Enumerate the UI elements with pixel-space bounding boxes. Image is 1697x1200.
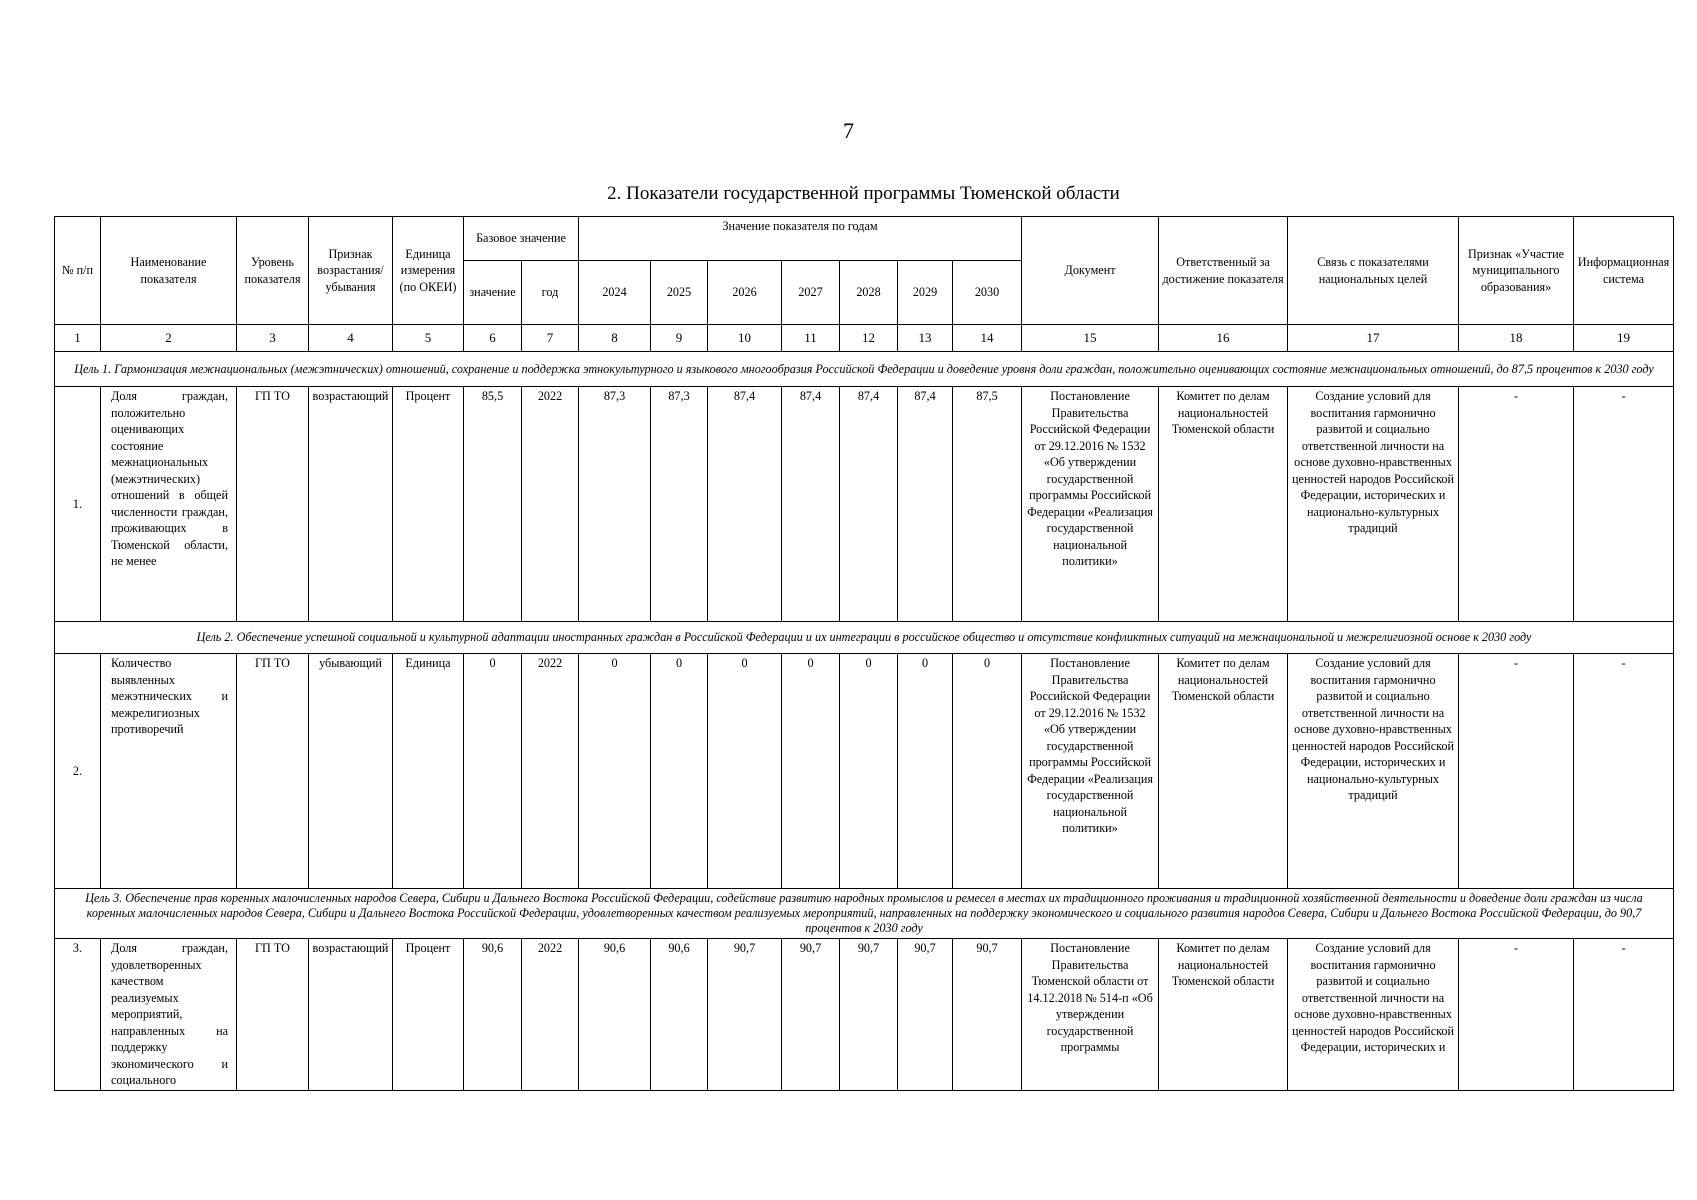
indicator-name: Доля граждан, положительно оценивающих состояние межнациональных (межэтнических) отношений в общей численности граждан, проживающих в Тюменской области, не менее [101,387,237,622]
year-value: 0 [898,654,953,889]
indicator-document: Постановление Правительства Российской Федерации от 29.12.2016 № 1532 «Об утверждении государственной программы Российской Федерации «Реализация государственной национальной политики» [1022,387,1159,622]
indicator-national-goal-link: Создание условий для воспитания гармонично развитой и социально ответственной личности на основе духовно-нравственных ценностей народов Российской Федерации, исторических и национально-культурных традиций [1288,387,1459,622]
indicator-trend: возрастающий [309,939,393,1091]
column-numbers-row [55,325,1674,352]
header-by-years: Значение показателя по годам [579,217,1022,261]
year-value: 87,4 [840,387,898,622]
indicator-national-goal-link: Создание условий для воспитания гармонично развитой и социально ответственной личности на основе духовно-нравственных ценностей народов Российской Федерации, исторических и национально-культурных традиций [1288,654,1459,889]
header-year: 2029 [898,261,953,325]
page-number: 7 [843,118,854,143]
header-year: 2026 [708,261,782,325]
indicator-unit: Единица [393,654,464,889]
year-value: 90,7 [840,939,898,1091]
indicators-table [54,216,1674,1091]
header-row-1 [55,217,1674,261]
goal-row-3 [55,889,1674,939]
indicator-municipal: - [1459,939,1574,1091]
column-number: 14 [953,325,1022,352]
column-number: 17 [1288,325,1459,352]
indicator-info-system: - [1574,939,1674,1091]
column-number: 13 [898,325,953,352]
indicator-responsible: Комитет по делам национальностей Тюменской области [1159,387,1288,622]
header-year: 2027 [782,261,840,325]
year-value: 0 [708,654,782,889]
row-number: 2. [55,654,101,889]
header-year: 2030 [953,261,1022,325]
header-year: 2024 [579,261,651,325]
indicator-responsible: Комитет по делам национальностей Тюменской области [1159,939,1288,1091]
goal-row-2 [55,622,1674,654]
year-value: 87,4 [708,387,782,622]
indicator-row-1 [55,387,1674,622]
row-number: 3. [55,939,101,1091]
base-value: 0 [464,654,522,889]
column-number: 16 [1159,325,1288,352]
header-base-year: год [522,261,579,325]
year-value: 87,3 [651,387,708,622]
goal-text: Цель 1. Гармонизация межнациональных (межэтнических) отношений, сохранение и поддержка этнокультурного и языкового многообразия Российской Федерации и доведение уровня доли граждан, положительно оценивающих состояние межнациональных отношений, до 87,5 процентов к 2030 году [55,352,1674,387]
base-value: 85,5 [464,387,522,622]
base-value: 90,6 [464,939,522,1091]
header-num: № п/п [55,217,101,325]
header-trend: Признак возрастания/ убывания [309,217,393,325]
indicator-national-goal-link: Создание условий для воспитания гармонично развитой и социально ответственной личности на основе духовно-нравственных ценностей народов Российской Федерации, исторических и [1288,939,1459,1091]
column-number: 8 [579,325,651,352]
goal-row-1 [55,352,1674,387]
year-value: 87,4 [782,387,840,622]
year-value: 0 [651,654,708,889]
column-number: 7 [522,325,579,352]
header-name: Наименование показателя [101,217,237,325]
year-value: 0 [782,654,840,889]
header-base: Базовое значение [464,217,579,261]
column-number: 4 [309,325,393,352]
indicator-level: ГП ТО [237,939,309,1091]
indicator-trend: возрастающий [309,387,393,622]
indicator-info-system: - [1574,387,1674,622]
column-number: 9 [651,325,708,352]
header-municipal: Признак «Участие муниципального образования» [1459,217,1574,325]
base-year: 2022 [522,387,579,622]
column-number: 12 [840,325,898,352]
header-year: 2028 [840,261,898,325]
goal-text: Цель 3. Обеспечение прав коренных малочисленных народов Севера, Сибири и Дальнего Востока Российской Федерации, содействие развитию народных промыслов и ремесел в местах их традиционного проживания и традиционной хозяйственной деятельности и доведение доли граждан из числа коренных малочисленных народов Севера, Сибири и Дальнего Востока Российской Федерации, удовлетворенных качеством реализуемых мероприятий, направленных на поддержку экономического и социального развития народов Севера, Сибири и Дальнего Востока Российской Федерации, до 90,7 процентов к 2030 году [55,889,1674,939]
column-number: 3 [237,325,309,352]
indicator-unit: Процент [393,387,464,622]
base-year: 2022 [522,654,579,889]
indicator-document: Постановление Правительства Тюменской области от 14.12.2018 № 514-п «Об утверждении государственной программы [1022,939,1159,1091]
year-value: 0 [579,654,651,889]
column-number: 11 [782,325,840,352]
year-value: 0 [953,654,1022,889]
indicator-municipal: - [1459,654,1574,889]
row-number: 1. [55,387,101,622]
indicator-name: Количество выявленных межэтнических и межрелигиозных противоречий [101,654,237,889]
header-document: Документ [1022,217,1159,325]
header-link: Связь с показателями национальных целей [1288,217,1459,325]
year-value: 87,5 [953,387,1022,622]
year-value: 90,7 [898,939,953,1091]
column-number: 15 [1022,325,1159,352]
column-number: 6 [464,325,522,352]
year-value: 90,7 [953,939,1022,1091]
year-value: 90,7 [782,939,840,1091]
header-info-system: Информационная система [1574,217,1674,325]
indicator-level: ГП ТО [237,387,309,622]
header-level: Уровень показателя [237,217,309,325]
year-value: 90,6 [651,939,708,1091]
indicator-row-3 [55,939,1674,1091]
header-responsible: Ответственный за достижение показателя [1159,217,1288,325]
indicator-info-system: - [1574,654,1674,889]
base-year: 2022 [522,939,579,1091]
header-base-value: значение [464,261,522,325]
indicator-document: Постановление Правительства Российской Федерации от 29.12.2016 № 1532 «Об утверждении государственной программы Российской Федерации «Реализация государственной национальной политики» [1022,654,1159,889]
document-title: 2. Показатели государственной программы Тюменской области [607,183,1120,204]
indicator-responsible: Комитет по делам национальностей Тюменской области [1159,654,1288,889]
indicator-municipal: - [1459,387,1574,622]
header-year: 2025 [651,261,708,325]
column-number: 10 [708,325,782,352]
column-number: 5 [393,325,464,352]
year-value: 0 [840,654,898,889]
column-number: 1 [55,325,101,352]
goal-text: Цель 2. Обеспечение успешной социальной и культурной адаптации иностранных граждан в Российской Федерации и их интеграции в российское общество и отсутствие конфликтных ситуаций на межнациональной и межрелигиозной основе к 2030 году [55,622,1674,654]
year-value: 87,3 [579,387,651,622]
year-value: 90,6 [579,939,651,1091]
year-value: 90,7 [708,939,782,1091]
header-unit: Единица измерения (по ОКЕИ) [393,217,464,325]
column-number: 19 [1574,325,1674,352]
column-number: 18 [1459,325,1574,352]
column-number: 2 [101,325,237,352]
indicator-unit: Процент [393,939,464,1091]
indicator-row-2 [55,654,1674,889]
indicator-name: Доля граждан, удовлетворенных качеством реализуемых мероприятий, направленных на поддержку экономического и социального [101,939,237,1091]
indicator-trend: убывающий [309,654,393,889]
indicator-level: ГП ТО [237,654,309,889]
year-value: 87,4 [898,387,953,622]
